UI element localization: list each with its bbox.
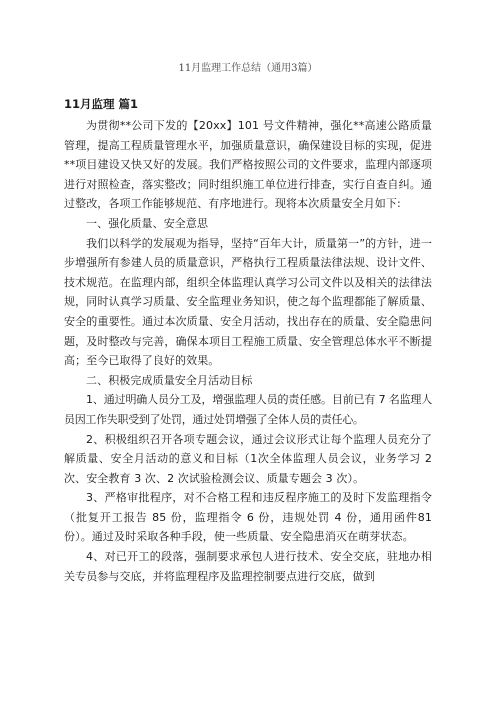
paragraph-heading-1: 一、强化质量、安全意思 — [86, 216, 209, 230]
paragraph-item-1: 1、通过明确人员分工及，增强监理人员的责任感。目前已有 7 名监理人员因工作失职受到了处罚，通过处罚增强了全体人员的责任心。 — [64, 393, 432, 426]
paragraph-intro: 为贯彻**公司下发的【20xx】101 号文件精神，强化**高速公路质量管理，提高工程质量管理水平，加强质量意识，确保建设目标的实现，促进**项目建设又快又好的发展。我们严格按照公司的文件要求，监理内部逐项进行对照检查，落实整改；同时组织施工单位进行排查，实行自查自纠。通过整改，各项工作能够规范、有序地进行。现将本次质量安全月如下: — [64, 119, 432, 211]
paragraph-item-3: 3、严格审批程序，对不合格工程和违反程序施工的及时下发监理指令（批复开工报告 85 份，监理指令 6 份，违规处罚 4 份，通用函件81 份）。通过及时采取各种手段，使一些质量、安全隐患消灭在萌芽状态。 — [64, 491, 432, 544]
paragraph-heading-2: 二、积极完成质量安全月活动目标 — [86, 373, 253, 387]
paragraph-item-4: 4、对已开工的段落，强制要求承包人进行技术、安全交底，驻地办相关专员参与交底，并将监理程序及监理控制要点进行交底，做到 — [64, 550, 432, 583]
paragraph-quality-awareness: 我们以科学的发展观为指导，坚持“百年大计，质量第一”的方针，进一步增强所有参建人员的质量意识，严格执行工程质量法律法规、设计文件、技术规范。在监理内部，组织全体监理认真学习公司文件以及相关的法律法规，同时认真学习质量、安全监理业务知识，使之每个监理都能了解质量、安全的重要性。通过本次质量、安全月活动，找出存在的质量、安全隐患问题，及时整改与完善，确保本项目工程施工质量、安全管理总体水平不断提高；至今已取得了良好的效果。 — [64, 236, 432, 368]
section-heading: 11月监理 篇1 — [64, 97, 139, 111]
document-title: 11月监理工作总结（通用3篇） — [178, 63, 318, 74]
paragraph-item-2: 2、积极组织召开各项专题会议，通过会议形式让每个监理人员充分了解质量、安全月活动的意义和目标（1次全体监理人员会议，业务学习 2 次、安全教育 3 次、2 次试验检测会议、质量专题会 3 次）。 — [64, 432, 432, 485]
